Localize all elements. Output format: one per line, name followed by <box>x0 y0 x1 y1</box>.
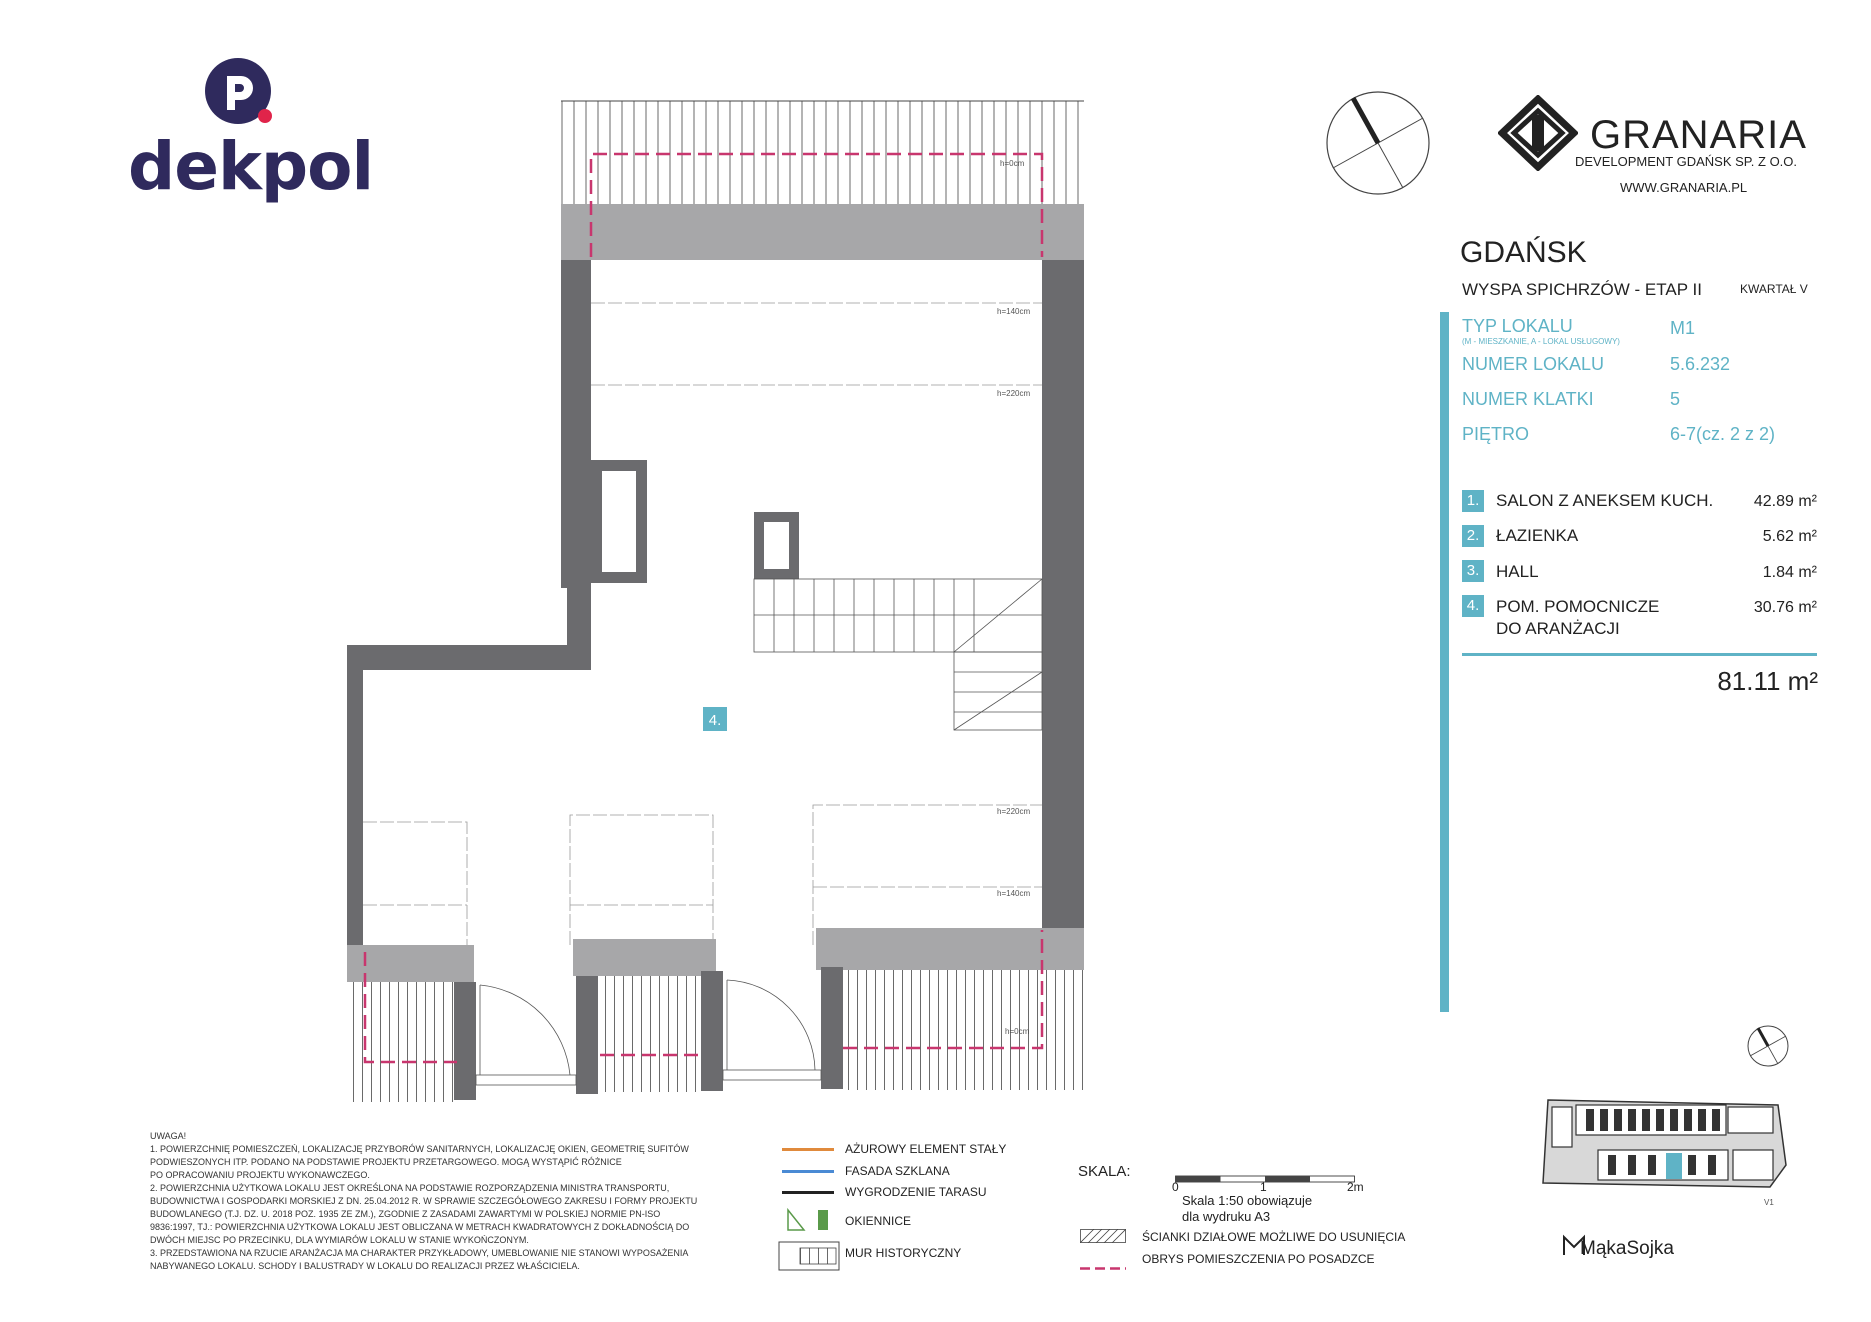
note-line-7: 9836:1997, TJ.: POWIERZCHNIA UŻYTKOWA LOKALU JEST OBLICZANA W METRACH KWADRATOWYCH Z DOKŁADNOŚCIĄ DO <box>150 1222 690 1232</box>
bottom-roof-band-right <box>816 928 1084 970</box>
scale-bar <box>1175 1170 1355 1178</box>
dormer-wall-2 <box>576 976 598 1094</box>
note-line-5: BUDOWNICTWA I GOSPODARKI MORSKIEJ Z DN. 25.04.2012 R. W SPRAWIE SZCZEGÓŁOWEGO ZAKRESU I FORMY PROJEKTU <box>150 1196 698 1206</box>
bottom-hatch-right <box>843 970 1084 1090</box>
scale-label: SKALA: <box>1078 1163 1131 1180</box>
historic-wall-icon <box>778 1238 840 1274</box>
makasojka-wordmark: MąkaSojka <box>1580 1238 1674 1259</box>
scale-note <box>1182 1193 1312 1225</box>
height-label-h140-top: h=140cm <box>997 307 1031 316</box>
floor-plan-drawing <box>340 95 1100 1115</box>
legend-obrys-label: OBRYS POMIESZCZENIA PO POSADZCE <box>1142 1252 1375 1266</box>
room-number-3: 3. <box>1462 560 1484 582</box>
granaria-logo <box>1498 95 1578 171</box>
field-value-type: M1 <box>1670 318 1696 338</box>
dekpol-mark-icon <box>205 58 275 128</box>
note-line-4: 2. POWIERZCHNIA UŻYTKOWA LOKALU JEST OKREŚLONA NA PODSTAWIE ROZPORZĄDZENIA MINISTRA TRANSPORTU, <box>150 1183 670 1193</box>
left-step-wall-h <box>347 645 591 670</box>
bottom-hatch-mid <box>596 976 704 1092</box>
compass-small-icon <box>1747 1025 1789 1067</box>
room-tag-4: 4. <box>708 712 722 729</box>
field-value-staircase: 5 <box>1670 389 1681 409</box>
legend-azurowy-label: AŻUROWY ELEMENT STAŁY <box>845 1142 1007 1156</box>
scale-tick-1: 1 <box>1260 1180 1267 1194</box>
shutters-icon <box>786 1208 836 1232</box>
field-value-number: 5.6.232 <box>1670 354 1731 374</box>
legend-scianki-label: ŚCIANKI DZIAŁOWE MOŻLIWE DO USUNIĘCIA <box>1142 1230 1406 1244</box>
site-map <box>1538 1095 1788 1190</box>
note-line-9: 3. PRZEDSTAWIONA NA RZUCIE ARANŻACJA MA CHARAKTER PRZYKŁADOWY, UMEBLOWANIE NIE STANOWI WYPOSAŻENIA <box>150 1248 689 1258</box>
field-sublabel-type: (M - MIESZKANIE, A - LOKAL USŁUGOWY) <box>1462 337 1620 346</box>
left-upper-wall <box>561 260 591 588</box>
legend-mur-icon <box>778 1238 840 1274</box>
accent-bar <box>1440 312 1449 1012</box>
granaria-name: GRANARIA <box>1590 113 1807 157</box>
legend-obrys-swatch <box>1080 1257 1126 1260</box>
total-divider <box>1462 653 1817 656</box>
field-label-staircase: NUMER KLATKI <box>1462 389 1594 409</box>
version-label: V1 <box>1764 1198 1774 1207</box>
note-line-3: PO OPRACOWANIU PROJEKTU WYKONAWCZEGO. <box>150 1170 370 1180</box>
note-line-8: DWÓCH MIEJSC PO PRZECINKU, DLA WYMIARÓW LOKALU W STANIE WYKOŃCZONYM. <box>150 1235 529 1245</box>
compass-large <box>1325 90 1431 196</box>
bottom-roof-band-mid <box>573 939 716 976</box>
right-wall <box>1042 260 1084 930</box>
dekpol-wordmark: dekpol <box>128 128 374 205</box>
notes-title: UWAGA! <box>150 1131 187 1141</box>
legend-azurowy-swatch <box>782 1148 834 1151</box>
left-lower-wall <box>347 645 363 945</box>
left-chimney <box>591 460 647 583</box>
height-label-h220-bot: h=220cm <box>997 807 1031 816</box>
dormer-wall-1 <box>454 982 476 1100</box>
partition-hatch-icon <box>1080 1229 1126 1243</box>
floor-plan <box>340 95 1100 1115</box>
scale-tick-2: 2m <box>1347 1180 1364 1194</box>
dormer-wall-4 <box>821 967 843 1089</box>
room-outline <box>365 154 1042 1062</box>
staircase <box>754 579 1042 730</box>
top-roof-band <box>561 204 1084 260</box>
room-name-1: SALON Z ANEKSEM KUCH. <box>1496 491 1714 510</box>
legend-mur-label: MUR HISTORYCZNY <box>845 1246 962 1260</box>
room-area-4: 30.76 m² <box>1753 599 1817 616</box>
dashed-outline-icon <box>1080 1267 1126 1270</box>
legend-scianki-swatch <box>1080 1229 1126 1243</box>
project-name: WYSPA SPICHRZÓW - ETAP II <box>1462 280 1702 299</box>
height-label-h140-bot: h=140cm <box>997 889 1031 898</box>
center-chimney <box>754 512 799 579</box>
room-number-1: 1. <box>1462 490 1484 512</box>
legend-wygrodzenie-swatch <box>782 1191 834 1194</box>
note-line-6: BUDOWLANEGO (T.J. DZ. U. 2018 POZ. 1935 ZE ZM.), ZGODNIE Z ZASADAMI ZAWARTYMI W POLSKIEJ NORMIE PN-ISO <box>150 1209 661 1219</box>
note-line-1: 1. POWIERZCHNIĘ POMIESZCZEŃ, LOKALIZACJĘ PRZYBORÓW SANITARNYCH, LOKALIZACJĘ OKIEN, GEOMETRIĘ SUFITÓW <box>150 1144 689 1154</box>
legend-fasada-swatch <box>782 1170 834 1173</box>
room-area-3: 1.84 m² <box>1762 564 1817 581</box>
city-title: GDAŃSK <box>1460 236 1587 269</box>
legend-okiennice-icon <box>786 1208 836 1232</box>
granaria-url[interactable]: WWW.GRANARIA.PL <box>1620 180 1748 195</box>
legend-okiennice-label: OKIENNICE <box>845 1214 912 1228</box>
note-line-2: PODWIESZONYCH ITP. PODANO NA PODSTAWIE PROJEKTU PRZETARGOWEGO. MOGĄ WYSTĄPIĆ RÓŻNICE <box>150 1157 622 1167</box>
height-label-h220-top: h=220cm <box>997 389 1031 398</box>
field-value-floor: 6-7(cz. 2 z 2) <box>1670 424 1776 444</box>
legend-wygrodzenie-label: WYGRODZENIE TARASU <box>845 1185 987 1199</box>
compass-icon <box>1325 90 1431 196</box>
room-name-2: ŁAZIENKA <box>1496 526 1579 545</box>
room-name-4: POM. POMOCNICZE <box>1496 597 1660 616</box>
room-area-2: 5.62 m² <box>1762 528 1817 545</box>
site-map-drawing <box>1538 1095 1788 1190</box>
scale-note-line-1: Skala 1:50 obowiązuje <box>1182 1193 1313 1208</box>
room-number-4: 4. <box>1462 595 1484 617</box>
note-line-10: NABYWANEGO LOKALU. SCHODY I BALUSTRADY W LOKALU DO REALIZACJI PRZEZ WŁAŚCICIELA. <box>150 1261 580 1271</box>
quarter-label: KWARTAŁ V <box>1740 282 1808 296</box>
height-label-h0-top: h=0cm <box>1000 159 1025 168</box>
field-label-number: NUMER LOKALU <box>1462 354 1605 374</box>
compass-small <box>1747 1025 1789 1067</box>
granaria-subtitle: DEVELOPMENT GDAŃSK SP. Z O.O. <box>1575 154 1798 169</box>
room-name-3: HALL <box>1496 562 1539 581</box>
room-number-2: 2. <box>1462 525 1484 547</box>
granaria-mark-icon <box>1498 95 1578 171</box>
room-area-1: 42.89 m² <box>1753 493 1817 510</box>
site-map-highlight <box>1666 1153 1682 1179</box>
field-label-floor: PIĘTRO <box>1462 424 1530 444</box>
field-label-type: TYP LOKALU <box>1462 316 1573 336</box>
room-name-4-line2: DO ARANŻACJI <box>1496 619 1620 638</box>
legend-fasada-label: FASADA SZKLANA <box>845 1164 950 1178</box>
top-roof-hatch <box>561 101 1084 204</box>
scale-note-line-2: dla wydruku A3 <box>1182 1209 1271 1224</box>
scale-tick-0: 0 <box>1172 1180 1179 1194</box>
dekpol-logo <box>205 58 275 128</box>
total-area: 81.11 m² <box>1717 666 1818 696</box>
dormer-wall-3 <box>701 971 723 1091</box>
